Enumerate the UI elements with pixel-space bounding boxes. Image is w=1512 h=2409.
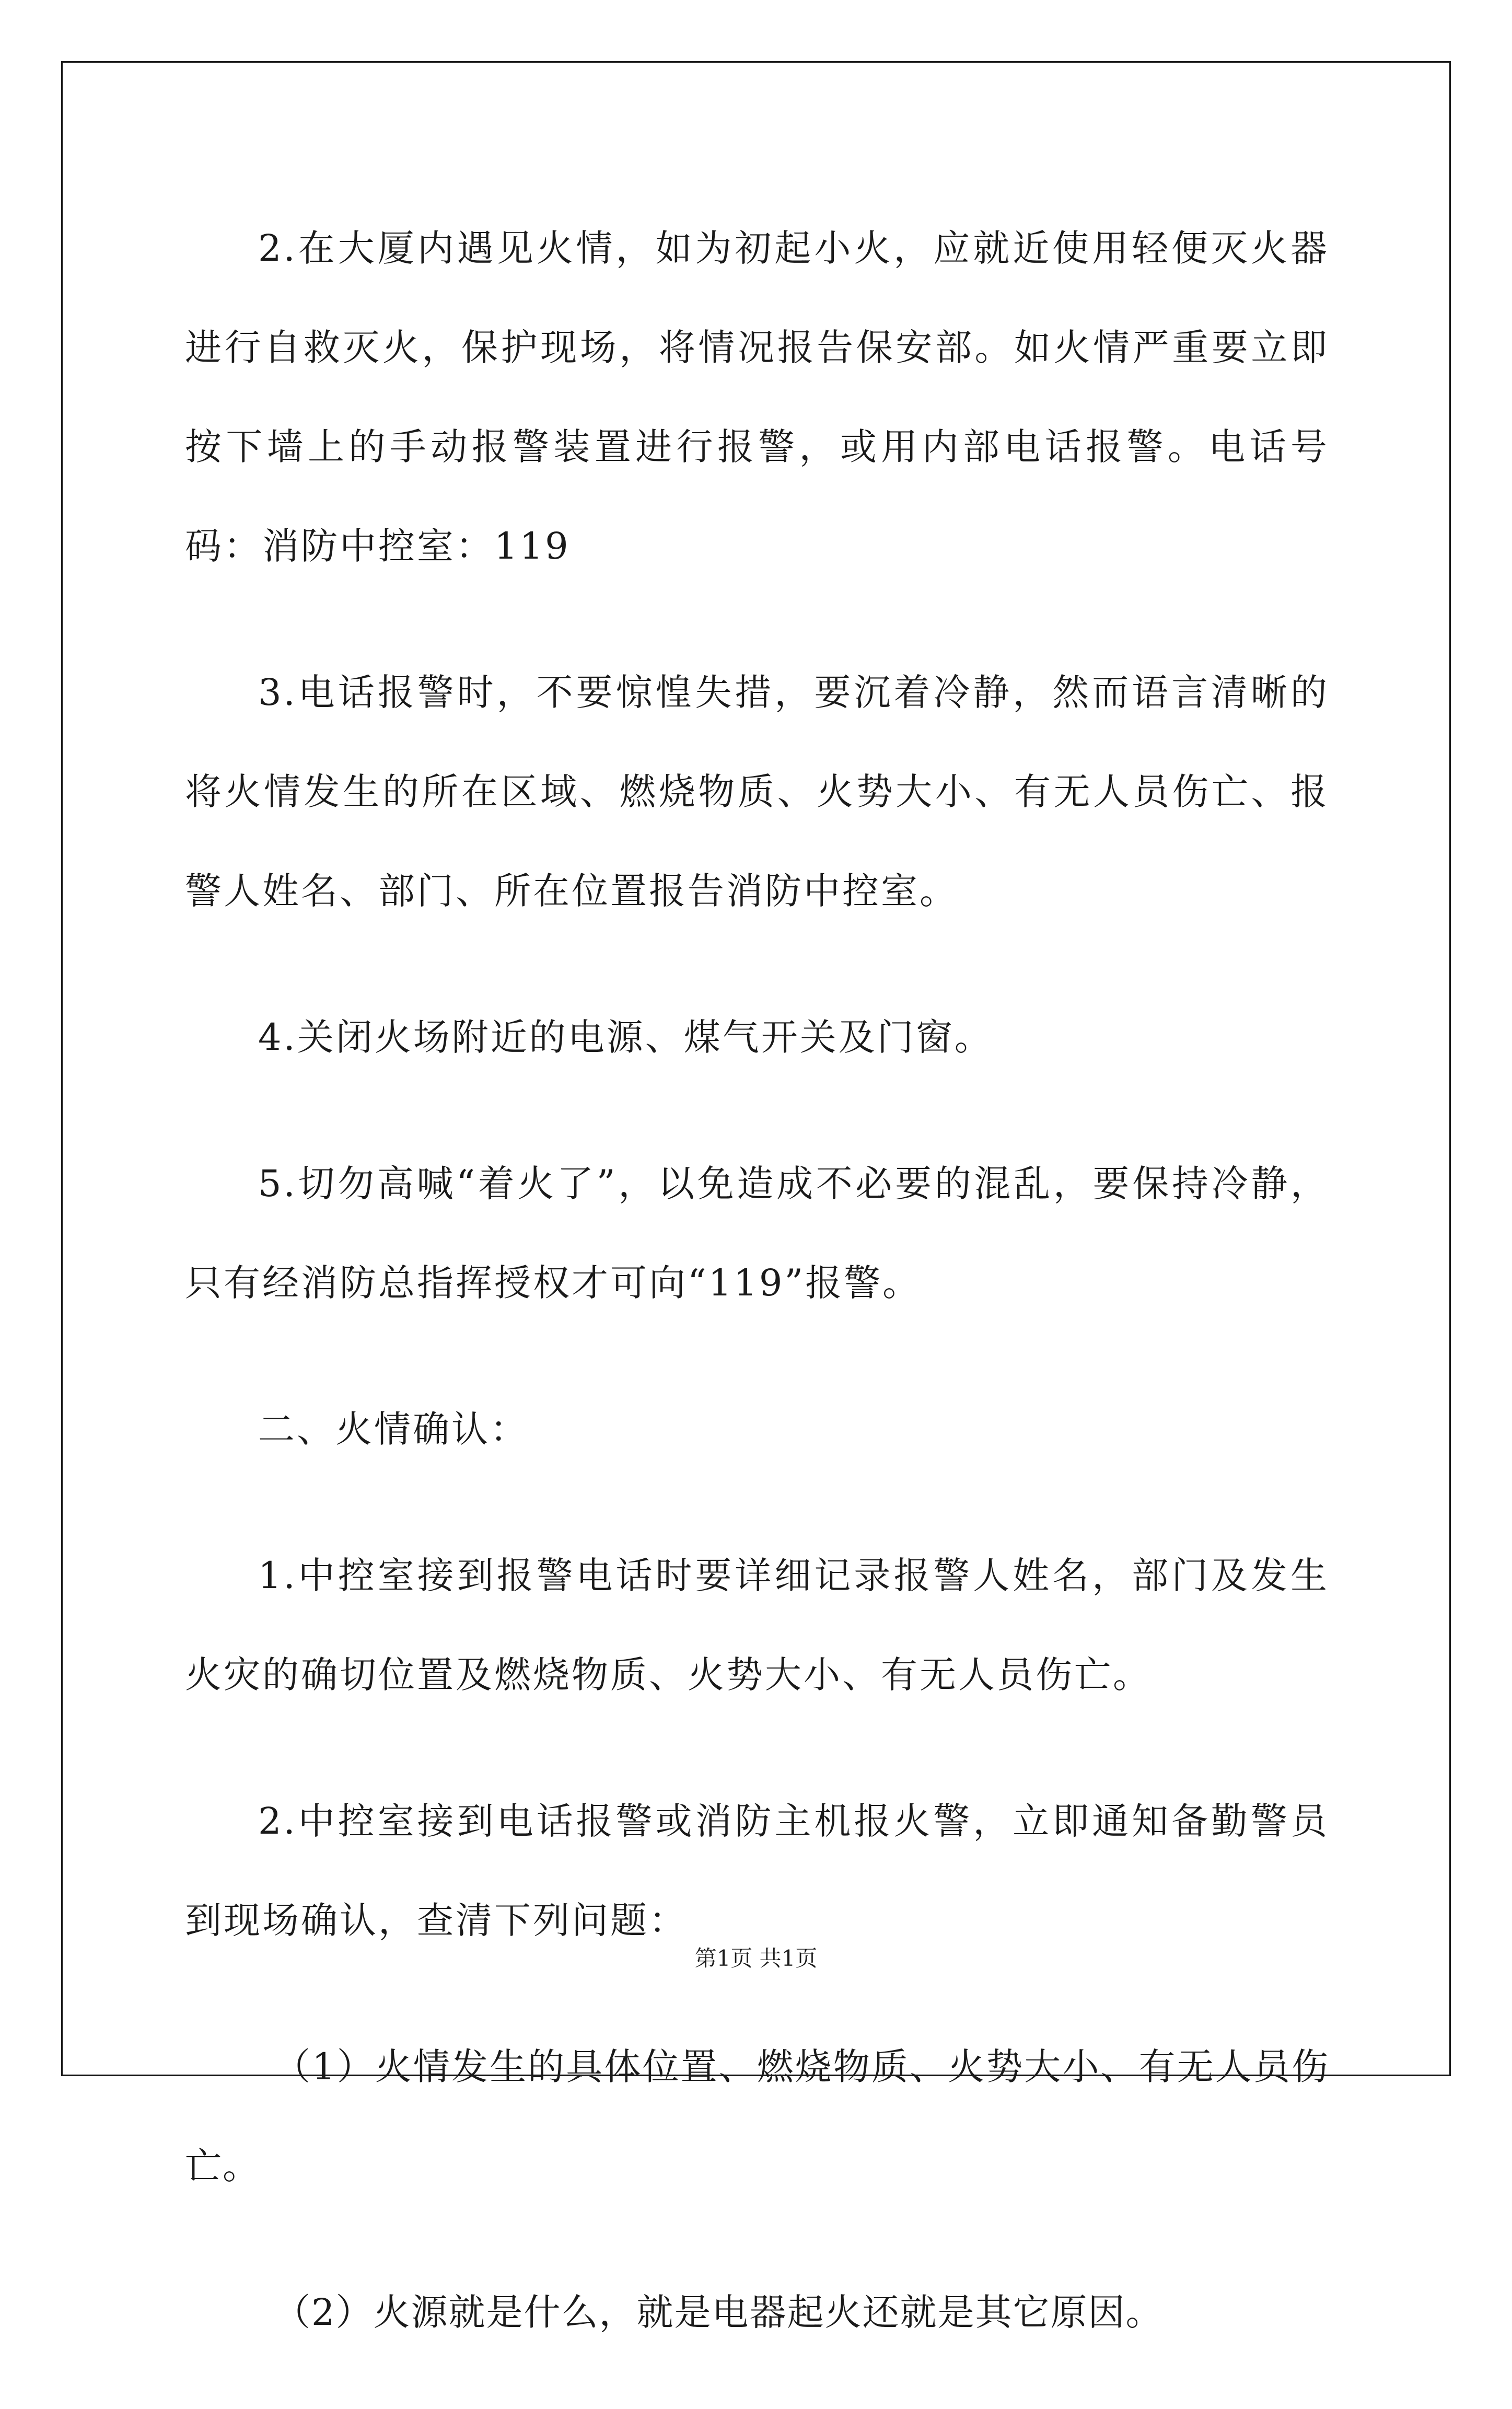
sub-item-source: （2）火源就是什么，就是电器起火还就是其它原因。 — [274, 2291, 1164, 2334]
paragraph-close-power: 4.关闭火场附近的电源、煤气开关及门窗。 — [258, 1016, 993, 1059]
paragraph-no-shouting: 5.切勿高喊“着火了”，以免造成不必要的混乱，要保持冷静，只有经消防总指挥授权才可向“119”报警。 — [185, 1162, 1329, 1304]
page-number-footer: 第1页 共1页 — [694, 1945, 818, 1971]
sub-item-location: （1）火情发生的具体位置、燃烧物质、火势大小、有无人员伤亡。 — [185, 2045, 1329, 2187]
paragraph-fire-in-building: 2.在大厦内遇见火情，如为初起小火，应就近使用轻便灭火器进行自救灭火，保护现场，将情况报告保安部。如火情严重要立即按下墙上的手动报警装置进行报警，或用内部电话报警。电话号码：消防中控室：119 — [185, 227, 1329, 567]
document-body — [185, 199, 1329, 2409]
paragraph-control-room-notify: 2.中控室接到电话报警或消防主机报火警，立即通知备勤警员到现场确认，查清下列问题： — [185, 1800, 1329, 1942]
paragraph-phone-alarm: 3.电话报警时，不要惊惶失措，要沉着冷静，然而语言清晰的将火情发生的所在区域、燃烧物质、火势大小、有无人员伤亡、报警人姓名、部门、所在位置报告消防中控室。 — [185, 671, 1329, 912]
section-heading-fire-confirmation: 二、火情确认： — [258, 1408, 529, 1451]
paragraph-control-room-record: 1.中控室接到报警电话时要详细记录报警人姓名，部门及发生火灾的确切位置及燃烧物质、火势大小、有无人员伤亡。 — [185, 1554, 1329, 1696]
